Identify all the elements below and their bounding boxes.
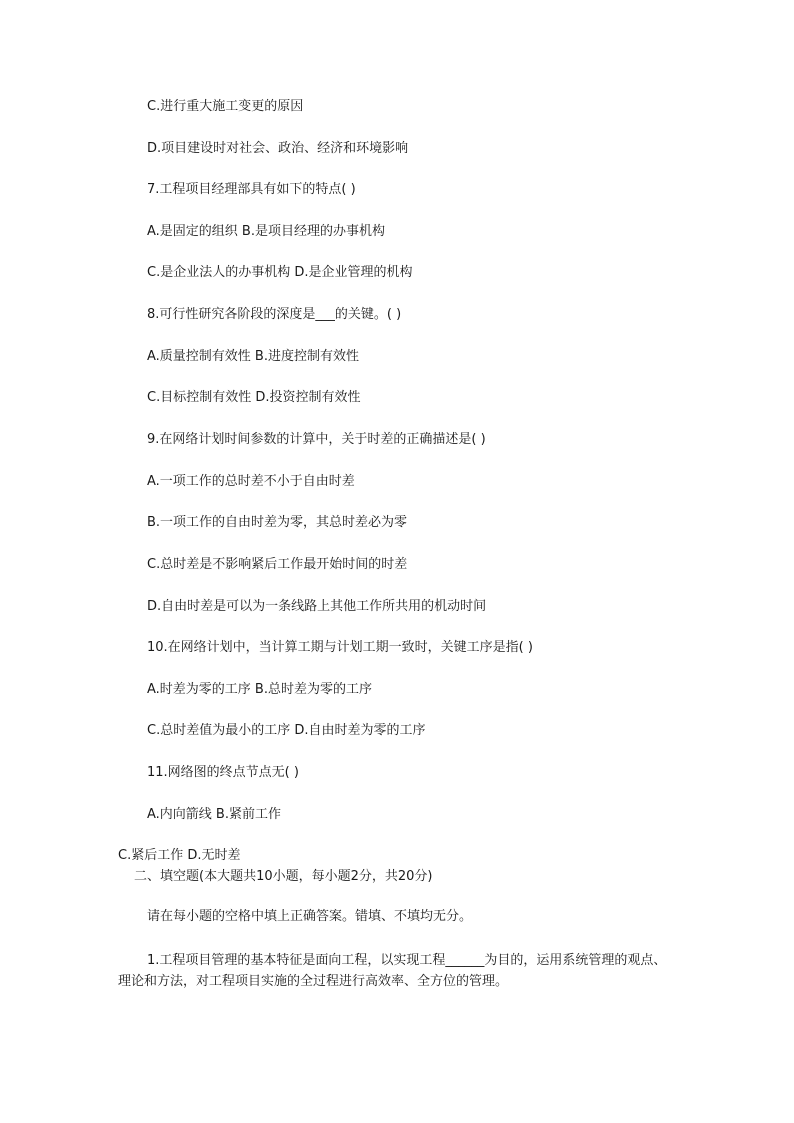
question-11: 11.网络图的终点节点无( ) bbox=[147, 765, 299, 780]
question-8-options-ab: A.质量控制有效性 B.进度控制有效性 bbox=[147, 349, 359, 364]
question-8-options-cd: C.目标控制有效性 D.投资控制有效性 bbox=[147, 390, 361, 405]
question-8: 8.可行性研究各阶段的深度是___的关键。( ) bbox=[147, 307, 402, 322]
question-7-options-ab: A.是固定的组织 B.是项目经理的办事机构 bbox=[147, 224, 385, 239]
question-9-option-b: B.一项工作的自由时差为零，其总时差必为零 bbox=[147, 515, 408, 530]
option-d-line: D.项目建设时对社会、政治、经济和环境影响 bbox=[147, 141, 409, 156]
question-9-option-a: A.一项工作的总时差不小于自由时差 bbox=[147, 474, 355, 489]
question-10-options-cd: C.总时差值为最小的工序 D.自由时差为零的工序 bbox=[147, 723, 426, 738]
question-7-options-cd: C.是企业法人的办事机构 D.是企业管理的机构 bbox=[147, 265, 413, 280]
question-9: 9.在网络计划时间参数的计算中，关于时差的正确描述是( ) bbox=[147, 432, 486, 447]
question-10: 10.在网络计划中，当计算工期与计划工期一致时，关键工序是指( ) bbox=[147, 640, 533, 655]
section-instruction: 请在每小题的空格中填上正确答案。错填、不填均无分。 bbox=[147, 909, 473, 924]
question-7: 7.工程项目经理部具有如下的特点( ) bbox=[147, 182, 356, 197]
question-9-option-c: C.总时差是不影响紧后工作最开始时间的时差 bbox=[147, 557, 408, 572]
fill-in-question-1-text: 1.工程项目管理的基本特征是面向工程，以实现工程______为目的，运用系统管理的观点、理论和方法，对工程项目实施的全过程进行高效率、全方位的管理。 bbox=[118, 953, 667, 989]
question-9-option-d: D.自由时差是可以为一条线路上其他工作所共用的机动时间 bbox=[147, 599, 487, 614]
section-title: 二、填空题(本大题共10小题，每小题2分，共20分) bbox=[134, 869, 433, 884]
question-11-options-cd: C.紧后工作 D.无时差 bbox=[118, 848, 241, 863]
option-c-line: C.进行重大施工变更的原因 bbox=[147, 99, 304, 114]
question-10-options-ab: A.时差为零的工序 B.总时差为零的工序 bbox=[147, 682, 372, 697]
question-11-options-ab: A.内向箭线 B.紧前工作 bbox=[147, 807, 281, 822]
fill-in-question-1 bbox=[118, 950, 678, 992]
